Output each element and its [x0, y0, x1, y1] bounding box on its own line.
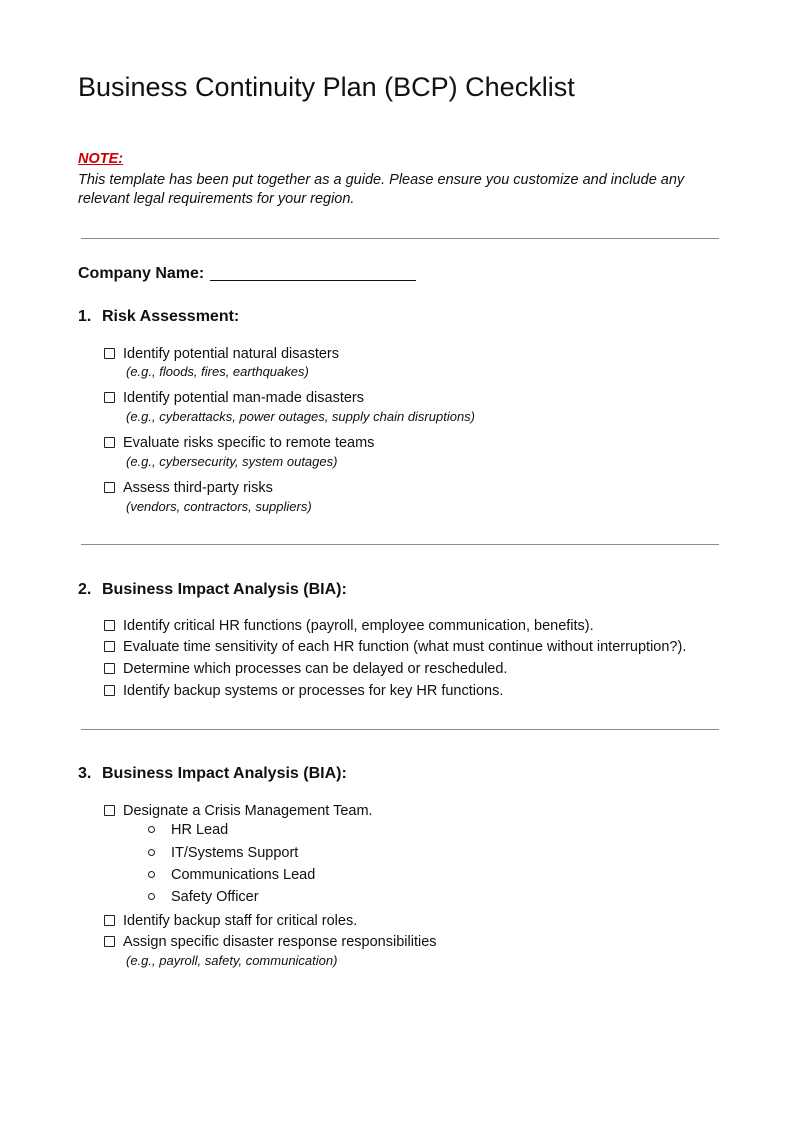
empty-checkbox-icon[interactable] — [104, 641, 115, 652]
team-role-item — [148, 888, 259, 906]
section-number: 3. — [78, 765, 92, 782]
empty-checkbox-icon[interactable] — [104, 915, 115, 926]
company-name-field[interactable] — [210, 280, 416, 281]
divider — [81, 238, 719, 239]
checklist-item-label: Determine which processes can be delayed or rescheduled. — [123, 661, 508, 677]
section-heading — [78, 765, 347, 783]
team-role-label: IT/Systems Support — [171, 845, 299, 861]
section-heading — [78, 581, 347, 599]
checklist-item[interactable] — [104, 660, 507, 678]
note-label: NOTE: — [78, 151, 124, 167]
checklist-item[interactable] — [104, 638, 686, 656]
checklist-item[interactable] — [104, 912, 357, 930]
empty-checkbox-icon[interactable] — [104, 936, 115, 947]
divider — [81, 729, 719, 730]
checklist-item[interactable] — [104, 479, 273, 497]
empty-checkbox-icon[interactable] — [104, 620, 115, 631]
empty-checkbox-icon[interactable] — [104, 482, 115, 493]
company-name-label: Company Name: — [78, 265, 205, 282]
checklist-item-label: Identify backup systems or processes for key HR functions. — [123, 683, 504, 699]
checklist-item-label: Designate a Crisis Management Team. — [123, 803, 373, 819]
checklist-item-label: Identify potential man-made disasters — [123, 390, 364, 406]
checklist-item-label: Identify potential natural disasters — [123, 346, 340, 362]
checklist-item-label: Evaluate time sensitivity of each HR function (what must continue without interruption?). — [123, 639, 687, 655]
checklist-item-note: (vendors, contractors, suppliers) — [126, 499, 312, 514]
checklist-item-label: Assess third-party risks — [123, 480, 273, 496]
divider — [81, 544, 719, 545]
note-line-1: This template has been put together as a guide. Please ensure you customize and include any — [78, 172, 685, 188]
team-role-label: Safety Officer — [171, 889, 259, 905]
checklist-item[interactable] — [104, 345, 339, 363]
checklist-item-label: Assign specific disaster response responsibilities — [123, 934, 437, 950]
checklist-item-label: Identify critical HR functions (payroll, employee communication, benefits). — [123, 618, 594, 634]
checklist-item[interactable] — [104, 682, 503, 700]
checklist-item[interactable] — [104, 933, 437, 951]
section-title: Business Impact Analysis (BIA): — [102, 581, 347, 598]
hollow-circle-bullet-icon — [148, 871, 155, 878]
section-title: Business Impact Analysis (BIA): — [102, 765, 347, 782]
checklist-item-note: (e.g., floods, fires, earthquakes) — [126, 364, 309, 379]
note-text — [78, 171, 728, 209]
section-title: Risk Assessment: — [102, 308, 240, 325]
checklist-item-note: (e.g., cybersecurity, system outages) — [126, 454, 338, 469]
checklist-item[interactable] — [104, 389, 364, 407]
empty-checkbox-icon[interactable] — [104, 348, 115, 359]
section-number: 2. — [78, 581, 92, 598]
team-role-label: Communications Lead — [171, 867, 316, 883]
checklist-item-label: Identify backup staff for critical roles. — [123, 913, 358, 929]
checklist-item-note: (e.g., cyberattacks, power outages, supply chain disruptions) — [126, 409, 476, 424]
empty-checkbox-icon[interactable] — [104, 685, 115, 696]
section-number: 1. — [78, 308, 92, 325]
team-role-item — [148, 866, 315, 884]
checklist-item[interactable] — [104, 802, 373, 820]
note-line-2: relevant legal requirements for your region. — [78, 191, 355, 207]
empty-checkbox-icon[interactable] — [104, 437, 115, 448]
checklist-item[interactable] — [104, 617, 594, 635]
checklist-item-note: (e.g., payroll, safety, communication) — [126, 953, 338, 968]
team-role-item — [148, 844, 298, 862]
section-heading — [78, 308, 239, 326]
empty-checkbox-icon[interactable] — [104, 805, 115, 816]
team-role-item — [148, 821, 228, 839]
checklist-item-label: Evaluate risks specific to remote teams — [123, 435, 375, 451]
empty-checkbox-icon[interactable] — [104, 663, 115, 674]
empty-checkbox-icon[interactable] — [104, 392, 115, 403]
checklist-item[interactable] — [104, 434, 374, 452]
hollow-circle-bullet-icon — [148, 849, 155, 856]
team-role-label: HR Lead — [171, 822, 229, 838]
hollow-circle-bullet-icon — [148, 893, 155, 900]
hollow-circle-bullet-icon — [148, 826, 155, 833]
document-title: Business Continuity Plan (BCP) Checklist — [78, 72, 575, 102]
